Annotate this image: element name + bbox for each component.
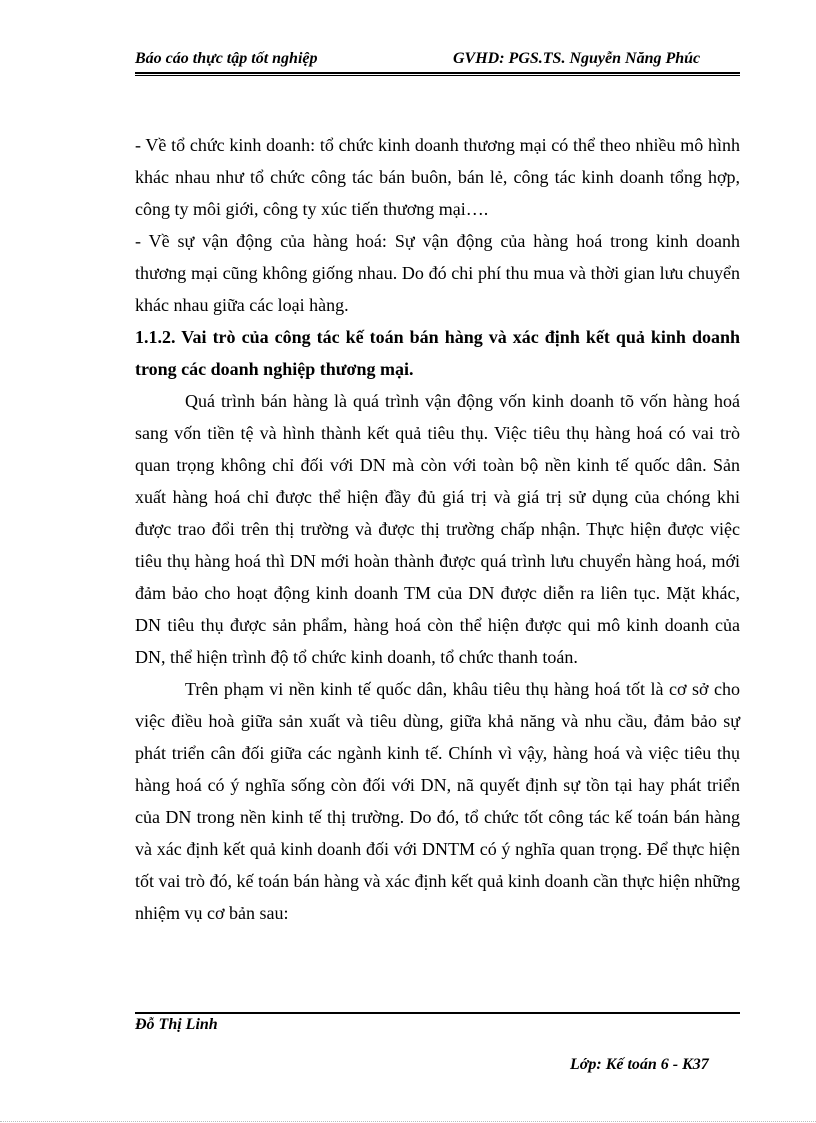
footer-rule (135, 1012, 740, 1014)
page-bottom-dotted-edge (0, 1121, 816, 1122)
report-title: Báo cáo thực tập tốt nghiệp (135, 50, 318, 67)
paragraph-goods-movement: - Về sự vận động của hàng hoá: Sự vận động của hàng hoá trong kinh doanh thương mại cũng không giống nhau. Do đó chi phí thu mua và thời gian lưu chuyển khác nhau giữa các loại hàng. (135, 231, 740, 315)
paragraph-national-economy: Trên phạm vi nền kinh tế quốc dân, khâu tiêu thụ hàng hoá tốt là cơ sở cho việc điều hoà giữa sản xuất và tiêu dùng, giữa khả năng và nhu cầu, đảm bảo sự phát triển cân đối giữa các ngành kinh tế. Chính vì vậy, hàng hoá và việc tiêu thụ hàng hoá có ý nghĩa sống còn đối với DN, nã quyết định sự tồn tại hay phát triển của DN trong nền kinh tế thị trường. Do đó, tổ chức tốt công tác kế toán bán hàng và xác định kết quả kinh doanh đối với DNTM có ý nghĩa quan trọng. Để thực hiện tốt vai trò đó, kế toán bán hàng và xác định kết quả kinh doanh cần thực hiện những nhiệm vụ cơ bản sau: (135, 679, 740, 923)
author-name: Đỗ Thị Linh (135, 1016, 218, 1033)
paragraph-business-organization: - Về tổ chức kinh doanh: tổ chức kinh doanh thương mại có thể theo nhiều mô hình khác nhau như tổ chức công tác bán buôn, bán lẻ, công tác kinh doanh tổng hợp, công ty môi giới, công ty xúc tiến thương mại…. (135, 135, 740, 219)
section-heading-1-1-2: 1.1.2. Vai trò của công tác kế toán bán hàng và xác định kết quả kinh doanh trong các doanh nghiệp thương mại. (135, 327, 740, 379)
class-label: Lớp: Kế toán 6 - K37 (570, 1056, 709, 1073)
document-body (135, 129, 740, 929)
supervisor-label: GVHD: PGS.TS. Nguyễn Năng Phúc (453, 50, 701, 67)
page-header (135, 48, 740, 72)
paragraph-sales-process: Quá trình bán hàng là quá trình vận động vốn kinh doanh tõ vốn hàng hoá sang vốn tiền tệ và hình thành kết quả tiêu thụ. Việc tiêu thụ hàng hoá có vai trò quan trọng không chỉ đối với DN mà còn với toàn bộ nền kinh tế quốc dân. Sản xuất hàng hoá chỉ được thể hiện đầy đủ giá trị và giá trị sử dụng của chóng khi được trao đổi trên thị trường và được thị trường chấp nhận. Thực hiện được việc tiêu thụ hàng hoá thì DN mới hoàn thành được quá trình lưu chuyển hàng hoá, mới đảm bảo cho hoạt động kinh doanh TM của DN được diễn ra liên tục. Mặt khác, DN tiêu thụ được sản phẩm, hàng hoá còn thể hiện được qui mô kinh doanh của DN, thể hiện trình độ tổ chức kinh doanh, tổ chức thanh toán. (135, 391, 740, 667)
header-rule-thin (135, 75, 740, 76)
header-rule-thick (135, 72, 740, 74)
